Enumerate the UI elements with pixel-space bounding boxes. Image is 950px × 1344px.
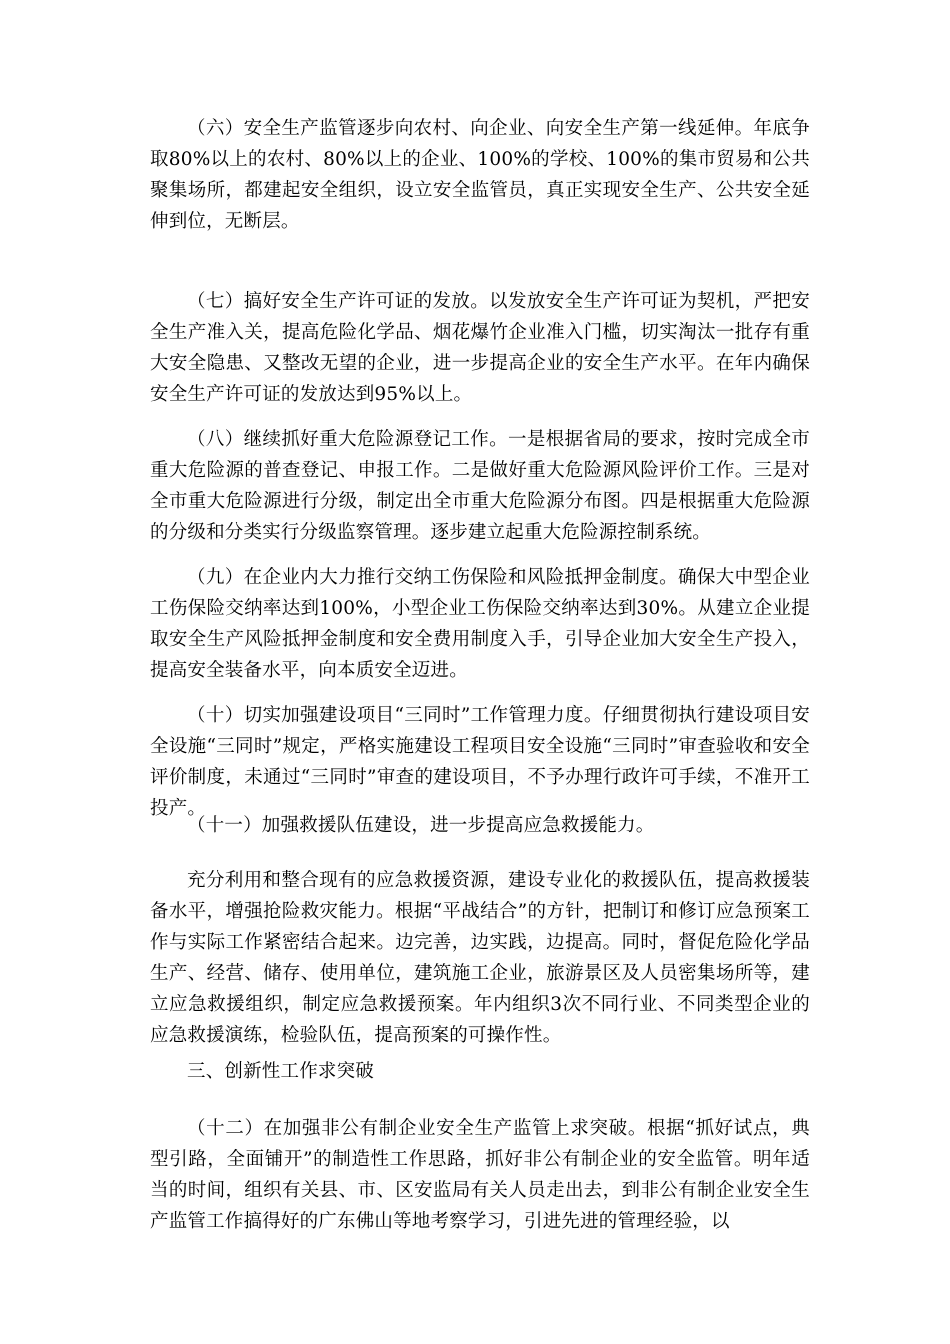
section-three-heading: 三、创新性工作求突破 — [187, 1061, 375, 1082]
paragraph-10: （十）切实加强建设项目“三同时”工作管理力度。仔细贯彻执行建设项目安全设施“三同时”规定，严格实施建设工程项目安全设施“三同时”审查验收和安全评价制度，未通过“三同时”审查的建设项目，不予办理行政许可手续，不准开工投产。 — [150, 705, 810, 819]
paragraph-6: （六）安全生产监管逐步向农村、向企业、向安全生产第一线延伸。年底争取80%以上的农村、80%以上的企业、100%的学校、100%的集市贸易和公共聚集场所，都建起安全组织，设立安全监管员，真正实现安全生产、公共安全延伸到位，无断层。 — [150, 118, 810, 232]
paragraph-12: （十二）在加强非公有制企业安全生产监管上求突破。根据“抓好试点，典型引路，全面铺开”的制造性工作思路，抓好非公有制企业的安全监管。明年适当的时间，组织有关县、市、区安监局有关人员走出去，到非公有制企业安全生产监管工作搞得好的广东佛山等地考察学习，引进先进的管理经验，以 — [150, 1118, 810, 1232]
paragraph-11-heading: （十一）加强救援队伍建设，进一步提高应急救援能力。 — [187, 815, 655, 836]
paragraph-9: （九）在企业内大力推行交纳工伤保险和风险抵押金制度。确保大中型企业工伤保险交纳率达到100%，小型企业工伤保险交纳率达到30%。从建立企业提取安全生产风险抵押金制度和安全费用制度入手，引导企业加大安全生产投入，提高安全装备水平，向本质安全迈进。 — [150, 567, 810, 681]
paragraph-11-body: 充分利用和整合现有的应急救援资源，建设专业化的救援队伍，提高救援装备水平，增强抢险救灾能力。根据“平战结合”的方针，把制订和修订应急预案工作与实际工作紧密结合起来。边完善，边实践，边提高。同时，督促危险化学品生产、经营、储存、使用单位，建筑施工企业，旅游景区及人员密集场所等，建立应急救援组织，制定应急救援预案。年内组织3次不同行业、不同类型企业的应急救援演练，检验队伍，提高预案的可操作性。 — [150, 870, 810, 1046]
paragraph-7: （七）搞好安全生产许可证的发放。以发放安全生产许可证为契机，严把安全生产准入关，提高危险化学品、烟花爆竹企业准入门槛，切实淘汰一批存有重大安全隐患、又整改无望的企业，进一步提高企业的安全生产水平。在年内确保安全生产许可证的发放达到95%以上。 — [150, 291, 810, 405]
paragraph-8: （八）继续抓好重大危险源登记工作。一是根据省局的要求，按时完成全市重大危险源的普查登记、申报工作。二是做好重大危险源风险评价工作。三是对全市重大危险源进行分级，制定出全市重大危险源分布图。四是根据重大危险源的分级和分类实行分级监察管理。逐步建立起重大危险源控制系统。 — [150, 429, 810, 543]
